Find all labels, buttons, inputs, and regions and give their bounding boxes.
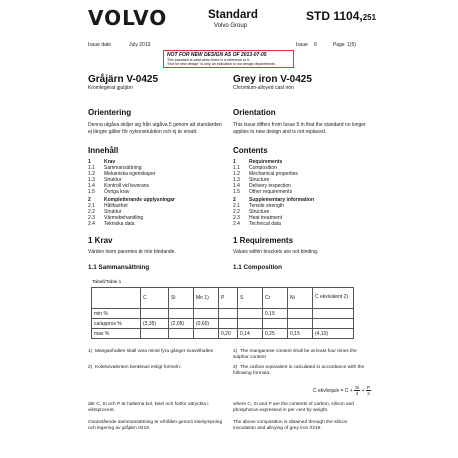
toc-item-number: 2 — [233, 196, 236, 203]
issue-label: Issue — [296, 42, 308, 48]
not-for-new-design-notice — [163, 50, 294, 68]
table-cell: (3,35) — [141, 319, 169, 329]
formula-num-si: Si — [355, 385, 360, 390]
en-note-3: where C, Si and P are the contents of carbon, silicon and phosphorus expressed in per cent by weight. — [233, 402, 354, 414]
toc-item — [233, 189, 314, 195]
toc-item-number: 2.4 — [233, 220, 240, 227]
en-orientation-heading: Orientation — [233, 108, 276, 117]
toc-item-title: Övriga krav — [104, 189, 130, 196]
sv-orientation-heading: Orientering — [88, 108, 132, 117]
toc-item-title: Tensile strength — [249, 202, 285, 209]
volvo-logo: VOLVO — [88, 6, 168, 30]
table-row — [92, 319, 354, 329]
toc-item-title: Supplementary information — [249, 196, 315, 203]
en-note-1: 1) The manganese content shall be at least four times the sulphur content — [233, 349, 357, 361]
toc-item-title: Kontroll vid leverans — [104, 183, 150, 190]
toc-item-title: Requirements — [249, 159, 283, 165]
table-cell — [169, 309, 194, 319]
toc-item-title: Struktur — [104, 208, 122, 215]
table-cell — [288, 309, 313, 319]
formula-fraction-si — [354, 385, 360, 396]
toc-item-title: Sammansättning — [104, 165, 142, 172]
sv-note-1-text: Manganhalten skall vara minst fyra gånger svavelhalten — [94, 349, 214, 354]
sv-note-2: 2) Kolekvivalenten beräknas enligt formeln: — [88, 365, 182, 370]
en-subtitle: Chromium-alloyed cast iron — [233, 85, 294, 91]
sv-orientation-text: Denna utgåva skiljer sig från utgåva 5 genom att standarden ej längre gäller för nykonstruktion och ej är ersatt. — [88, 122, 222, 135]
composition-table — [91, 287, 354, 339]
formula-plus: + — [361, 387, 365, 394]
toc-item-title: Other requirements — [249, 189, 293, 196]
table-cell — [169, 329, 194, 339]
toc-item-number: 1.1 — [88, 165, 95, 172]
toc-item-number: 1.2 — [88, 171, 95, 178]
table-cell — [288, 319, 313, 329]
toc-item-number: 1 — [233, 159, 236, 165]
sv-requirements-text: Värden inom parentes är inte bindande. — [88, 249, 176, 255]
standard-title: Standard — [208, 9, 258, 21]
toc-item-title: Struktur — [104, 177, 122, 184]
toc-item-number: 1.4 — [88, 183, 95, 190]
toc-item-title: Mechanical properties — [249, 171, 298, 178]
sv-title: Gråjärn V-0425 — [88, 74, 159, 85]
page-number: 1(5) — [347, 42, 356, 48]
toc-item-number: 1.5 — [233, 189, 240, 196]
toc-item-number: 1.5 — [88, 189, 95, 196]
toc-item-title: Tekniska data — [104, 220, 135, 227]
sv-note-2-text: Kolekvivalenten beräknas enligt formeln: — [94, 365, 182, 370]
formula-den-si: 4 — [355, 391, 359, 396]
page-label: Page — [333, 42, 345, 48]
toc-item-title: Hållfasthet — [104, 202, 128, 209]
header-cell — [92, 288, 141, 309]
formula-lhs: C ekv/equiv = C + — [313, 387, 353, 394]
en-toc — [233, 159, 314, 227]
issue-number: 6 — [314, 42, 317, 48]
toc-item-number: 2.1 — [88, 202, 95, 209]
table-cell: ca/approx % — [92, 319, 141, 329]
toc-item-title: Kompletterande upplysningar — [104, 196, 175, 203]
toc-item-number: 2.3 — [233, 214, 240, 221]
toc-item-number: 2 — [88, 196, 91, 203]
table-cell — [219, 319, 238, 329]
en-note-1-text: The manganese content shall be at least four times the sulphur content — [233, 349, 357, 361]
standard-subtitle: Volvo Group — [214, 23, 248, 29]
toc-item-title: Structure — [249, 208, 270, 215]
table-caption: Tabell/Table 1 — [92, 280, 122, 285]
notice-line-2: "Not for new design" is only an indication to our design departments. — [167, 62, 276, 67]
formula-num-p: P — [366, 385, 371, 390]
table-cell: 0,14 — [238, 329, 263, 339]
toc-item-number: 2.4 — [88, 220, 95, 227]
toc-item-number: 2.1 — [233, 202, 240, 209]
standard-number — [306, 9, 376, 23]
table-cell: max % — [92, 329, 141, 339]
table-cell: 0,15 — [263, 309, 288, 319]
carbon-equivalent-formula — [313, 385, 371, 396]
table-cell: min % — [92, 309, 141, 319]
toc-item-number: 1.1 — [233, 165, 240, 172]
header-cell: S — [238, 288, 263, 309]
toc-item-number: 1.4 — [233, 183, 240, 190]
notice-title: NOT FOR NEW DESIGN AS OF 2013-07-05 — [167, 52, 267, 58]
header-cell: C ekvivalent 2) — [313, 288, 354, 309]
formula-den-p: 2 — [367, 391, 370, 396]
table-cell — [313, 309, 354, 319]
header-cell: Si — [169, 288, 194, 309]
toc-item-number: 2.2 — [233, 208, 240, 215]
notice-line-1: This standard is valid when there is a reference to it. — [167, 58, 251, 62]
issue-date: July 2013 — [129, 42, 151, 48]
en-composition-heading: 1.1 Composition — [233, 264, 282, 271]
toc-item — [233, 221, 314, 227]
sv-requirements-heading: 1 Krav — [88, 236, 113, 245]
toc-item-number: 1.3 — [88, 177, 95, 184]
table-header-row — [92, 288, 354, 309]
sv-contents-heading: Innehåll — [88, 146, 119, 155]
sv-note-3: där C, Si och P är halterna kol, kisel och fosfor uttryckta i viktsprocent. — [88, 402, 209, 414]
table-row — [92, 309, 354, 319]
table-cell: (0,60) — [194, 319, 219, 329]
sv-note-4: Ovanstående sammansättning är erhållen genom kiselympning och legering av gråjärn 0219. — [88, 420, 223, 432]
std-number-suffix: 251 — [362, 13, 377, 22]
issue-date-label: Issue date — [88, 42, 112, 48]
table-cell — [194, 329, 219, 339]
table-cell — [141, 329, 169, 339]
toc-item-title: Värmebehandling — [104, 214, 144, 221]
formula-fraction-p — [366, 385, 371, 396]
table-cell — [313, 319, 354, 329]
en-orientation-text: This issue differs from Issue 5 in that the standard no longer applies to new design and is not replaced. — [233, 122, 366, 135]
en-requirements-text: Values within brackets are not binding. — [233, 249, 319, 255]
table-cell: 0,20 — [219, 329, 238, 339]
table-cell — [194, 309, 219, 319]
toc-item — [88, 189, 175, 195]
toc-item-number: 1.2 — [233, 171, 240, 178]
sv-note-1: 1) Manganhalten skall vara minst fyra gånger svavelhalten — [88, 349, 214, 354]
toc-item-number: 1.3 — [233, 177, 240, 184]
en-note-2-text: The carbon equivalent is calculated in accordance with the following formula: — [233, 365, 365, 377]
table-cell: 0,25 — [263, 329, 288, 339]
en-requirements-heading: 1 Requirements — [233, 236, 294, 245]
sv-composition-heading: 1.1 Sammansättning — [88, 264, 150, 271]
toc-item — [88, 221, 175, 227]
table-cell — [263, 319, 288, 329]
table-cell: (2,05) — [169, 319, 194, 329]
table-cell: (4,10) — [313, 329, 354, 339]
sv-subtitle: Kromlegerat gjutjärn — [88, 85, 134, 91]
toc-item-title: Structure — [249, 177, 270, 184]
sv-toc — [88, 159, 175, 227]
table-cell: 0,15 — [288, 329, 313, 339]
en-title: Grey iron V-0425 — [233, 74, 312, 85]
header-cell: Mn 1) — [194, 288, 219, 309]
toc-item-title: Technical data — [249, 220, 281, 227]
toc-item-title: Composition — [249, 165, 277, 172]
table-cell — [238, 309, 263, 319]
table-cell — [238, 319, 263, 329]
header-cell: C — [141, 288, 169, 309]
header-cell: Cr — [263, 288, 288, 309]
toc-item-number: 2.3 — [88, 214, 95, 221]
toc-item-number: 2.2 — [88, 208, 95, 215]
header-cell: P — [219, 288, 238, 309]
header-cell: Ni — [288, 288, 313, 309]
en-note-2: 2) The carbon equivalent is calculated in accordance with the following formula: — [233, 365, 365, 377]
table-cell — [141, 309, 169, 319]
table-cell — [219, 309, 238, 319]
toc-item-title: Delivery inspection — [249, 183, 291, 190]
std-number-main: STD 1104, — [306, 9, 363, 23]
toc-item-title: Heat treatment — [249, 214, 283, 221]
toc-item-title: Mekaniska egenskaper — [104, 171, 156, 178]
toc-item-number: 1 — [88, 159, 91, 165]
en-note-4: The above composition is obtained through the silicon inoculation and alloying of grey iron 0219. — [233, 420, 348, 432]
table-row — [92, 329, 354, 339]
toc-item-title: Krav — [104, 159, 116, 165]
en-contents-heading: Contents — [233, 146, 268, 155]
